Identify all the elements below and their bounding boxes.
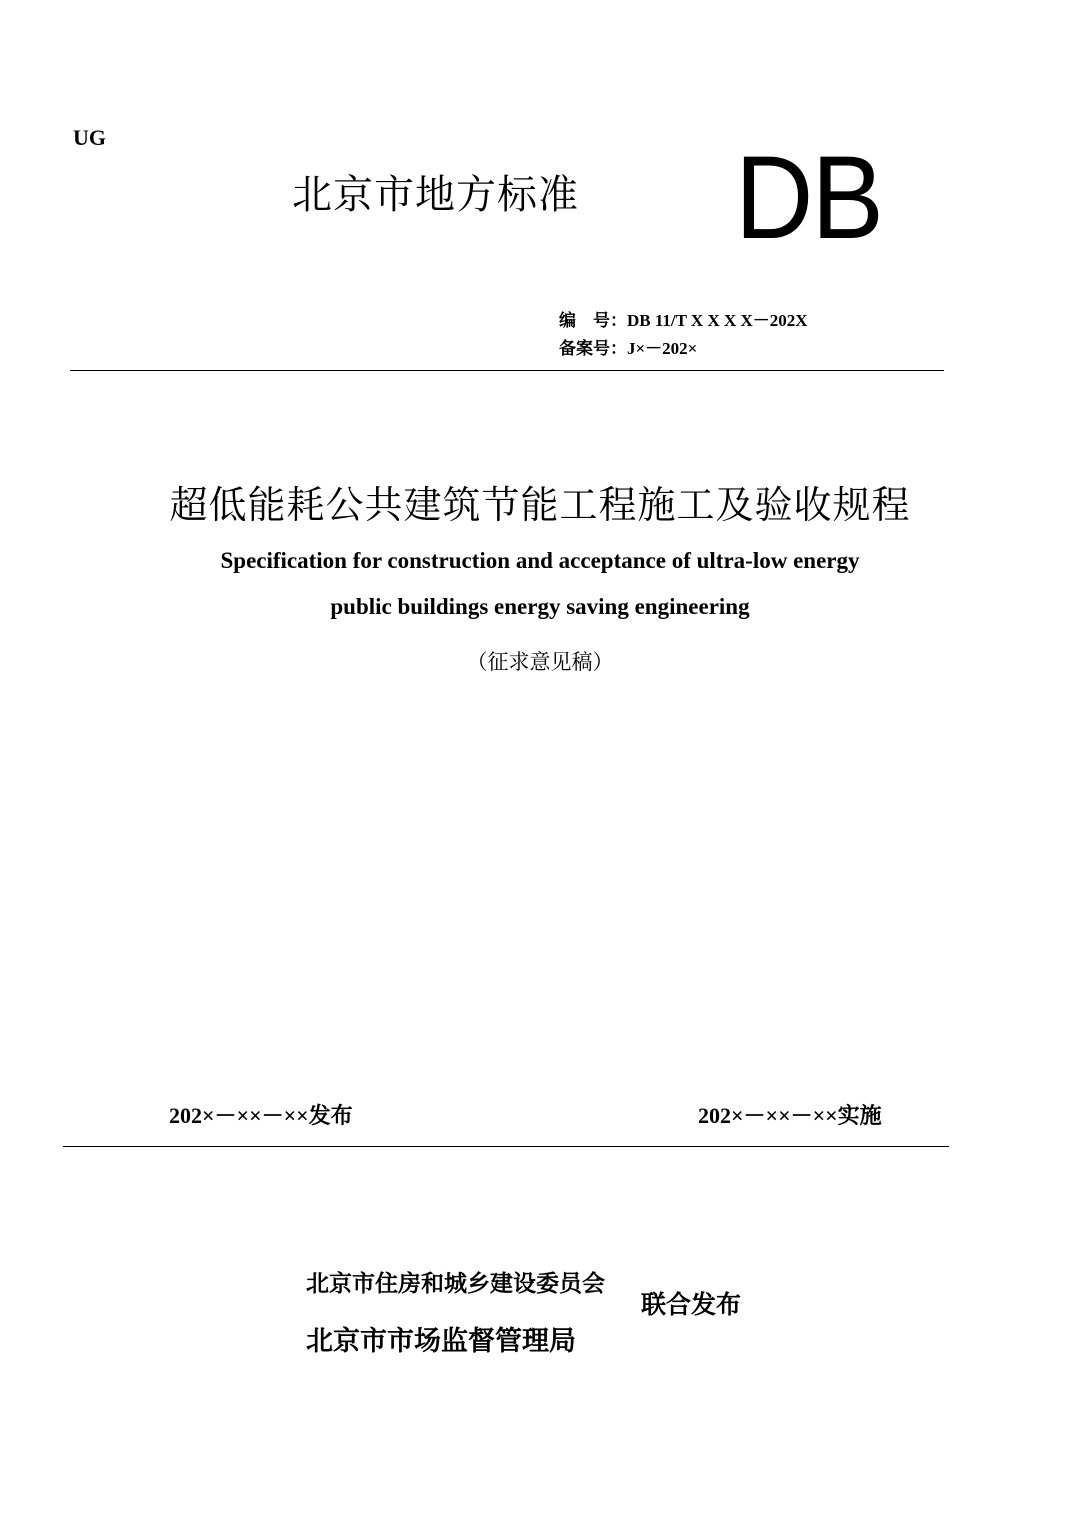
record-number-row: [559, 338, 697, 360]
standard-number-row: [559, 310, 808, 332]
chinese-title: 超低能耗公共建筑节能工程施工及验收规程: [169, 483, 911, 527]
header-divider: [70, 370, 944, 371]
record-number-label: 备案号：: [559, 339, 627, 359]
standard-number-value: DB 11/T X X X X－202X: [627, 311, 808, 330]
issuer-market-regulation: 北京市市场监督管理局: [306, 1326, 576, 1357]
joint-release-label: 联合发布: [641, 1290, 742, 1319]
implement-date: 202×－××－××实施: [698, 1103, 882, 1128]
ics-code: UG: [73, 125, 106, 150]
issuer-housing-commission: 北京市住房和城乡建设委员会: [306, 1271, 605, 1297]
english-title-line-2: public buildings energy saving engineering: [330, 594, 750, 619]
standard-type-heading: 北京市地方标准: [292, 172, 579, 218]
footer-divider: [63, 1146, 949, 1147]
standard-number-label: 编 号：: [559, 311, 627, 331]
publish-date: 202×－××－××发布: [169, 1103, 353, 1128]
db-logo: DB: [735, 132, 883, 264]
english-title-line-1: Specification for construction and acceptance of ultra-low energy: [220, 548, 860, 573]
record-number-value: J×－202×: [627, 339, 698, 358]
draft-note: （征求意见稿）: [466, 650, 614, 674]
